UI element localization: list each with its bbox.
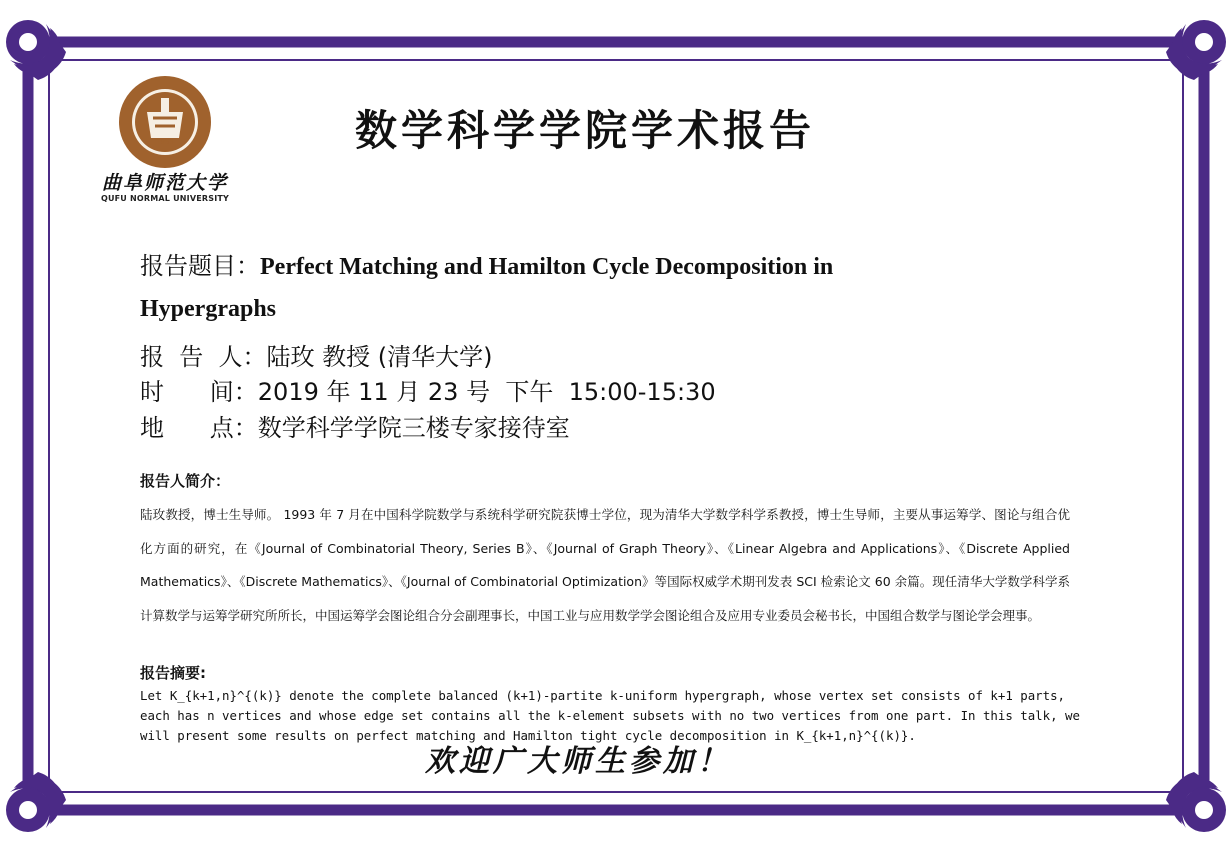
corner-ornament-bottom-left [6,772,66,832]
time-row [140,376,1000,408]
logo-university-name-cn: 曲阜师范大学 [101,172,228,194]
topic-label: 报告题目： [140,252,260,280]
place-value: 数学科学学院三楼专家接待室 [257,414,570,442]
topic-title-part1: Perfect Matching and Hamilton Cycle Decomposition in [260,254,834,280]
place-row [140,412,1000,444]
abstract-heading: 报告摘要: [140,664,206,682]
time-label: 时 间： [140,378,258,406]
logo-university-name-en: QUFU NORMAL UNIVERSITY [100,194,230,203]
bio-heading: 报告人简介： [140,472,231,490]
svg-text:1955: 1955 [156,138,174,146]
bio-text: 陆玫教授，博士生导师。 1993 年 7 月在中国科学院数学与系统科学研究院获博士学位，现为清华大学数学科学系教授，博士生导师，主要从事运筹学、图论与组合优化方面的研究，在《Journal of Combinatorial Theory, Series B》、《Journal of Graph Theory》、《Linear Algebra and Applications》、《Discrete Applied Mathematics》、《Discrete Mathematics》、《Journal of Combinatorial Optimization》等国际权威学术期刊发表 SCI 检索论文 60 余篇。现任清华大学数学科学系计算数学与运筹学研究所所长，中国运筹学会图论组合分会副理事长，中国工业与应用数学学会图论组合及应用专业委员会秘书长，中国组合数学与图论学会理事。 [140,507,1070,623]
corner-ornament-top-left [6,20,66,80]
welcome-message: 欢迎广大师生参加！ [425,744,731,779]
page-title: 数学科学学院学术报告 [355,106,816,155]
speaker-label: 报 告 人： [140,343,267,371]
time-value: 2019 年 11 月 23 号 下午 15:00-15:30 [257,378,716,406]
place-label: 地 点： [140,414,258,442]
abstract-text: Let K_{k+1,n}^{(k)} denote the complete balanced (k+1)-partite k-uniform hypergraph, whose vertex set consists of k+1 parts, each has n vertices and whose edge set contains all the k-element subsets with no two vertices from one part. In this talk, we will present some results on perfect matching and Hamilton tight cycle decomposition in K_{k+1,n}^{(k)}. [140,688,1080,743]
topic-line-2 [140,292,1000,325]
topic-title-part2: Hypergraphs [140,296,277,322]
speaker-value: 陆玫 教授 (清华大学) [266,343,493,371]
topic-line-1 [140,250,1000,283]
speaker-row [140,341,1000,373]
corner-ornament-top-right [1166,20,1226,80]
corner-ornament-bottom-right [1166,772,1226,832]
